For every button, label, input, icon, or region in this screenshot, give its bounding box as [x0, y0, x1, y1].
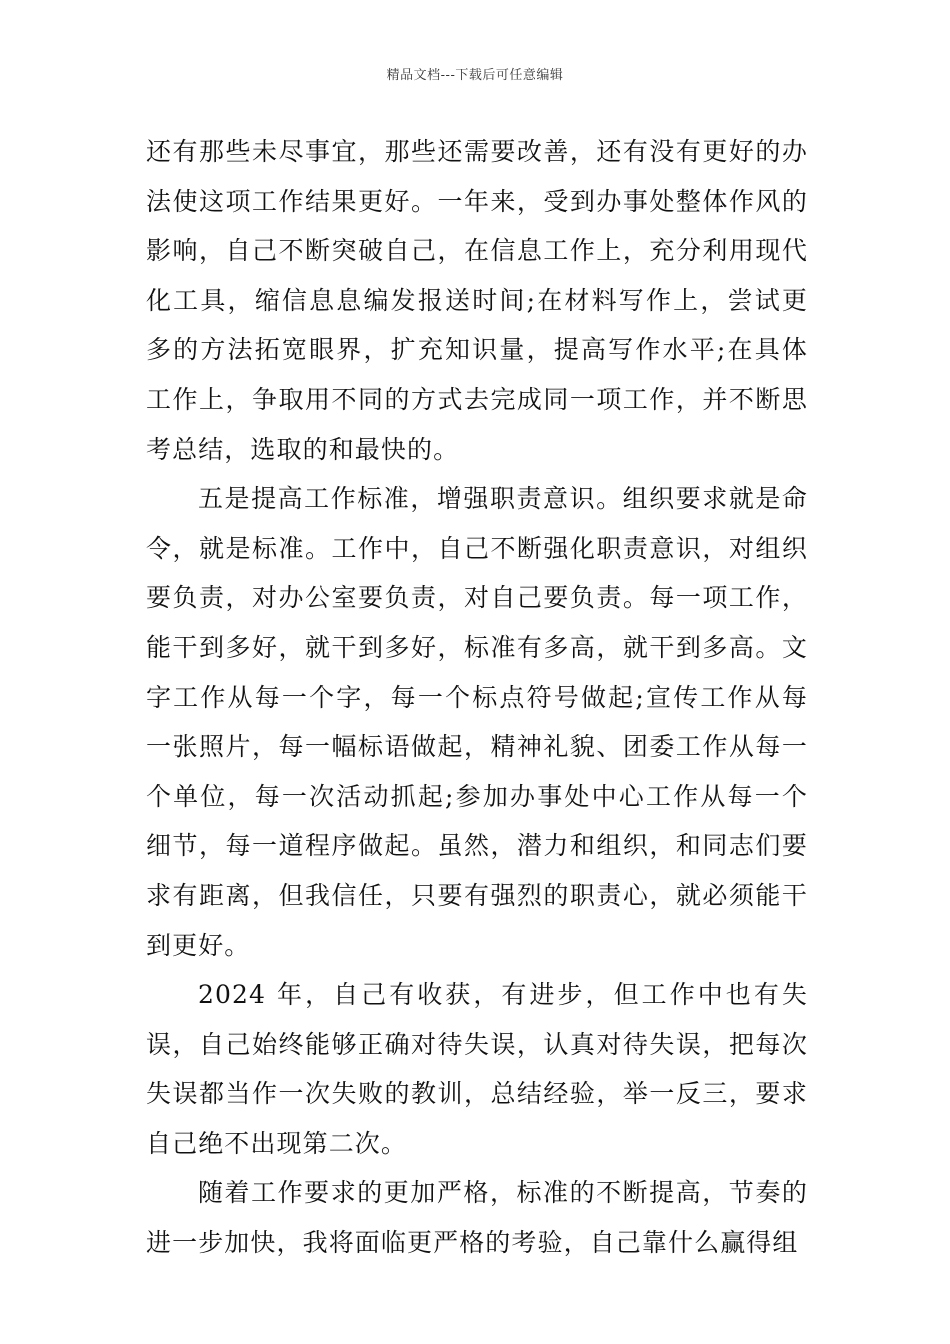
paragraph-future-outlook: 随着工作要求的更加严格，标准的不断提高，节奏的进一步加快，我将面临更严格的考验，自己靠什么赢得组 [146, 1178, 808, 1258]
paragraph-work-standard: 五是提高工作标准，增强职责意识。组织要求就是命令，就是标准。工作中，自己不断强化职责意识，对组织要负责，对办公室要负责，对自己要负责。每一项工作，能干到多好，就干到多好，标准有多高，就干到多高。文字工作从每一个字，每一个标点符号做起;宣传工作从每一张照片，每一幅标语做起，精神礼貌、团委工作从每一个单位，每一次活动抓起;参加办事处中心工作从每一个细节，每一道程序做起。虽然，潜力和组织，和同志们要求有距离，但我信任，只要有强烈的职责心，就必须能干到更好。 [146, 484, 808, 960]
document-body [146, 127, 808, 1268]
paragraph-continuation: 还有那些未尽事宜，那些还需要改善，还有没有更好的办法使这项工作结果更好。一年来，受到办事处整体作风的影响，自己不断突破自己，在信息工作上，充分利用现代化工具，缩信息息编发报送时间;在材料写作上，尝试更多的方法拓宽眼界，扩充知识量，提高写作水平;在具体工作上，争取用不同的方式去完成同一项工作，并不断思考总结，选取的和最快的。 [146, 137, 808, 464]
page-header: 精品文档---下载后可任意编辑 [386, 68, 564, 83]
paragraph-year-summary: 2024 年，自己有收获，有进步，但工作中也有失误，自己始终能够正确对待失误，认真对待失误，把每次失误都当作一次失败的教训，总结经验，举一反三，要求自己绝不出现第二次。 [146, 980, 808, 1158]
